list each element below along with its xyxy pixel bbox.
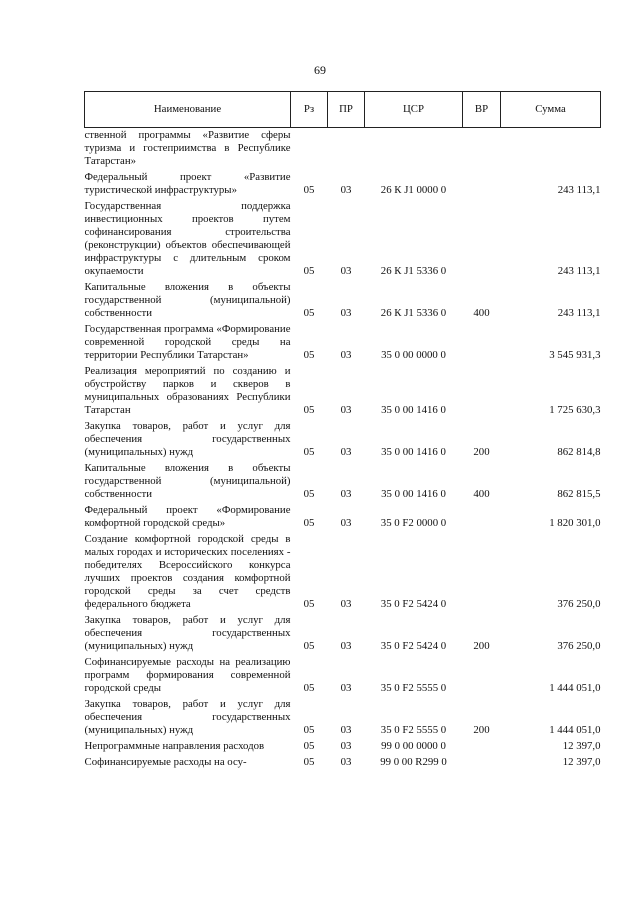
cell-name: Создание комфортной городской среды в малых городах и исторических поселениях - победителях Всероссийского конкурса лучших проектов создания комфортной городской среды за счет средств федерального бюджета <box>84 533 291 610</box>
table-row <box>85 655 601 697</box>
cell-vr <box>463 199 501 280</box>
cell-rz <box>291 128 328 171</box>
cell-csr: 35 0 F2 5555 0 <box>380 724 447 736</box>
cell-name: Государственная программа «Формирование современной городской среды на территории Республики Татарстан» <box>84 323 291 361</box>
cell-name: Капитальные вложения в объекты государственной (муниципальной) собственности <box>84 281 291 319</box>
cell-sum: 862 815,5 <box>557 488 601 500</box>
cell-csr: 26 К J1 0000 0 <box>380 184 447 196</box>
cell-sum: 12 397,0 <box>562 756 601 768</box>
cell-csr: 26 К J1 5336 0 <box>380 265 447 277</box>
cell-sum: 12 397,0 <box>562 740 601 752</box>
cell-sum: 243 113,1 <box>557 307 601 319</box>
cell-sum: 243 113,1 <box>557 265 601 277</box>
cell-sum: 1 444 051,0 <box>549 724 601 736</box>
cell-pr: 03 <box>340 598 352 610</box>
table-row <box>85 739 601 755</box>
cell-rz: 05 <box>303 404 315 416</box>
cell-csr: 26 К J1 5336 0 <box>380 307 447 319</box>
cell-csr: 35 0 F2 5555 0 <box>380 682 447 694</box>
cell-vr <box>463 755 501 771</box>
cell-rz: 05 <box>303 517 315 529</box>
cell-pr: 03 <box>340 740 352 752</box>
cell-sum: 376 250,0 <box>557 598 601 610</box>
cell-name: Закупка товаров, работ и услуг для обеспечения государственных (муниципальных) нужд <box>84 698 291 736</box>
header-rz: Рз <box>291 92 328 128</box>
cell-vr <box>463 503 501 532</box>
cell-csr: 35 0 00 1416 0 <box>381 488 446 500</box>
cell-vr: 200 <box>473 640 490 652</box>
table-row <box>85 503 601 532</box>
cell-vr <box>463 170 501 199</box>
cell-pr: 03 <box>340 724 352 736</box>
cell-name: Закупка товаров, работ и услуг для обеспечения государственных (муниципальных) нужд <box>84 614 291 652</box>
budget-table <box>84 91 601 771</box>
cell-pr: 03 <box>340 682 352 694</box>
cell-name: Софинансируемые расходы на реализацию программ формирования современной городской среды <box>84 656 291 694</box>
cell-name: Закупка товаров, работ и услуг для обеспечения государственных (муниципальных) нужд <box>84 420 291 458</box>
cell-rz: 05 <box>303 184 315 196</box>
cell-csr: 99 0 00 0000 0 <box>381 740 446 752</box>
cell-pr: 03 <box>340 517 352 529</box>
cell-vr <box>463 322 501 364</box>
cell-rz: 05 <box>303 598 315 610</box>
table-row <box>85 697 601 739</box>
cell-name: Федеральный проект «Развитие туристической инфраструктуры» <box>84 171 291 196</box>
table-row <box>85 280 601 322</box>
cell-rz: 05 <box>303 446 315 458</box>
cell-pr <box>328 128 365 171</box>
cell-vr <box>463 364 501 419</box>
header-csr: ЦСР <box>365 92 463 128</box>
cell-sum: 862 814,8 <box>557 446 601 458</box>
cell-pr: 03 <box>340 184 352 196</box>
cell-vr: 200 <box>473 446 490 458</box>
table-row <box>85 755 601 771</box>
cell-vr: 400 <box>473 307 490 319</box>
cell-pr: 03 <box>340 756 352 768</box>
cell-pr: 03 <box>340 446 352 458</box>
table-row <box>85 364 601 419</box>
cell-vr <box>463 739 501 755</box>
cell-rz: 05 <box>303 740 315 752</box>
cell-sum: 243 113,1 <box>557 184 601 196</box>
cell-name: Непрограммные направления расходов <box>84 740 265 752</box>
cell-name: Софинансируемые расходы на осу- <box>84 756 247 768</box>
cell-rz: 05 <box>303 307 315 319</box>
table-row <box>85 170 601 199</box>
cell-sum: 1 820 301,0 <box>549 517 601 529</box>
cell-name: Государственная поддержка инвестиционных проектов путем софинансирования строительства (реконструкции) объектов обеспечивающей инфраструктуры с длительным сроком окупаемости <box>84 200 291 277</box>
table-row <box>85 419 601 461</box>
cell-pr: 03 <box>340 349 352 361</box>
cell-csr: 35 0 00 1416 0 <box>381 446 446 458</box>
cell-name: Реализация мероприятий по созданию и обустройству парков и скверов в муниципальных образованиях Республики Татарстан <box>84 365 291 416</box>
cell-csr: 35 0 F2 0000 0 <box>380 517 447 529</box>
cell-name: ственной программы «Развитие сферы туризма и гостеприимства в Республике Татарстан» <box>84 129 291 167</box>
header-name: Наименование <box>85 92 291 128</box>
cell-sum: 1 725 630,3 <box>549 404 601 416</box>
header-vr: ВР <box>463 92 501 128</box>
cell-vr <box>463 655 501 697</box>
cell-pr: 03 <box>340 265 352 277</box>
page-number: 69 <box>314 63 326 77</box>
table-row <box>85 461 601 503</box>
cell-rz: 05 <box>303 682 315 694</box>
cell-pr: 03 <box>340 488 352 500</box>
cell-vr: 200 <box>473 724 490 736</box>
cell-rz: 05 <box>303 488 315 500</box>
cell-rz: 05 <box>303 349 315 361</box>
cell-sum: 1 444 051,0 <box>549 682 601 694</box>
table-row <box>85 199 601 280</box>
table-row <box>85 532 601 613</box>
table-row <box>85 322 601 364</box>
header-sum: Сумма <box>501 92 601 128</box>
cell-csr: 35 0 00 0000 0 <box>381 349 446 361</box>
cell-sum: 376 250,0 <box>557 640 601 652</box>
cell-name: Федеральный проект «Формирование комфортной городской среды» <box>84 504 291 529</box>
cell-pr: 03 <box>340 404 352 416</box>
header-pr: ПР <box>328 92 365 128</box>
cell-pr: 03 <box>340 307 352 319</box>
cell-csr: 35 0 00 1416 0 <box>381 404 446 416</box>
cell-pr: 03 <box>340 640 352 652</box>
cell-csr: 99 0 00 R299 0 <box>380 756 447 768</box>
cell-csr: 35 0 F2 5424 0 <box>380 640 447 652</box>
cell-csr: 35 0 F2 5424 0 <box>380 598 447 610</box>
cell-vr <box>463 128 501 171</box>
cell-vr <box>463 532 501 613</box>
cell-sum: 3 545 931,3 <box>549 349 601 361</box>
cell-vr: 400 <box>473 488 490 500</box>
cell-rz: 05 <box>303 640 315 652</box>
cell-csr <box>365 128 463 171</box>
cell-sum <box>501 128 601 171</box>
cell-name: Капитальные вложения в объекты государственной (муниципальной) собственности <box>84 462 291 500</box>
cell-rz: 05 <box>303 724 315 736</box>
cell-rz: 05 <box>303 265 315 277</box>
table-row <box>85 128 601 171</box>
cell-rz: 05 <box>303 756 315 768</box>
table-header-row <box>85 92 601 128</box>
table-row <box>85 613 601 655</box>
